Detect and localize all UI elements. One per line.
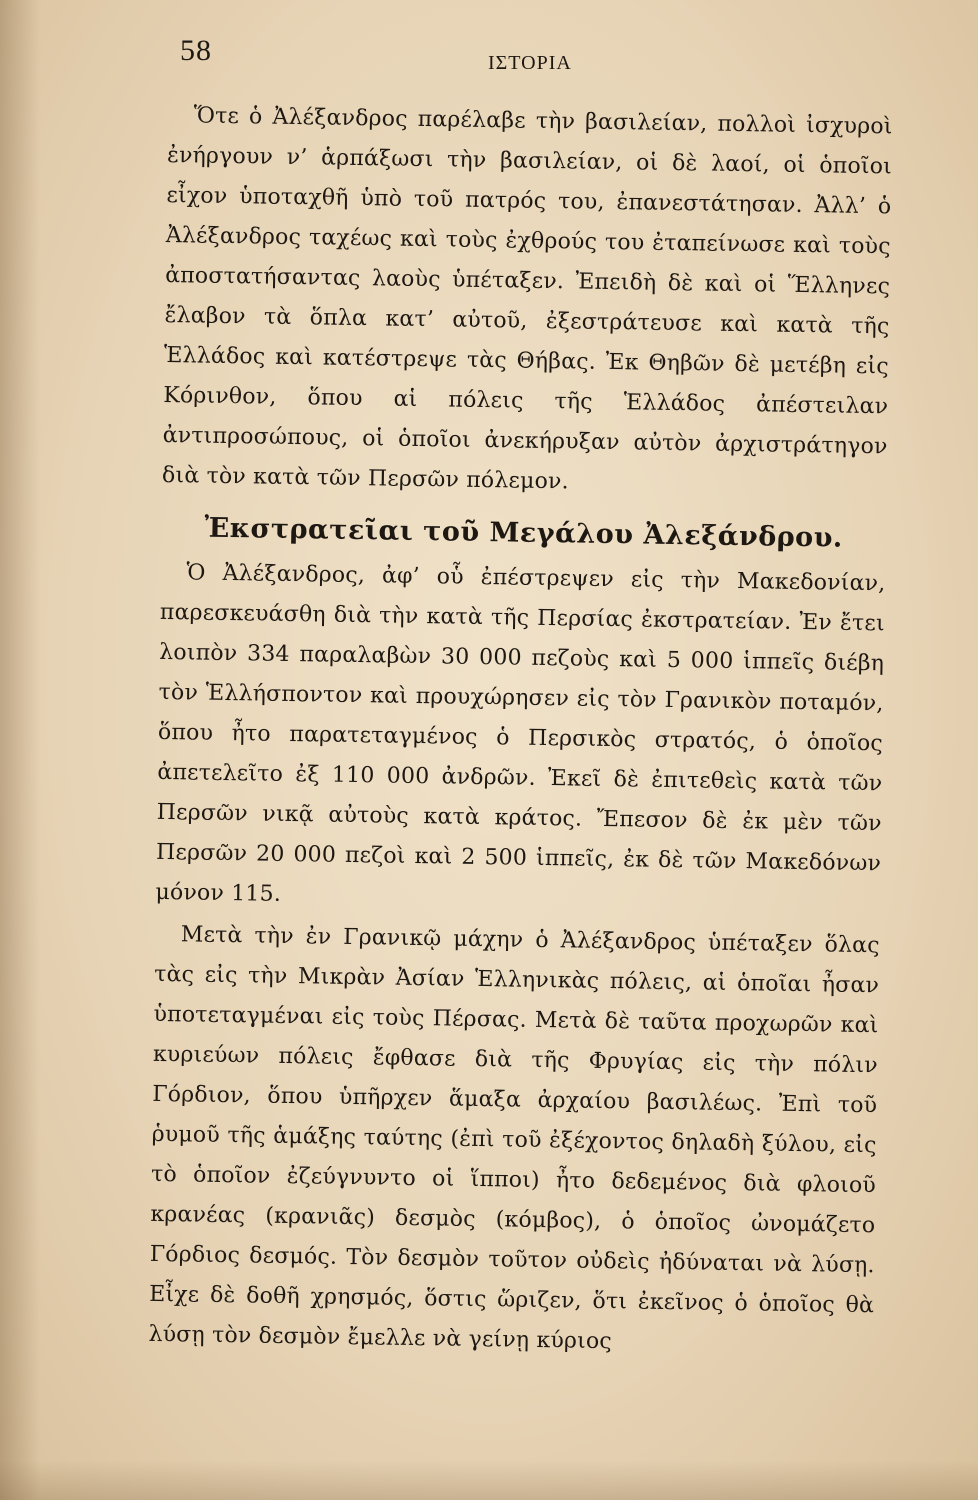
paragraph-3: Μετὰ τὴν ἐν Γρανικῷ μάχην ὁ Ἀλέξανδρος ὑπέταξεν ὅλας τὰς εἰς τὴν Μικρὰν Ἀσίαν Ἑλληνικὰς πόλεις, αἱ ὁποῖαι ἦσαν ὑποτεταγμέναι εἰς τοὺς Πέρσας. Μετὰ δὲ ταῦτα προχωρῶν καὶ κυριεύων πόλεις ἔφθασε διὰ τῆς Φρυγίας εἰς τὴν πόλιν Γόρδιον, ὅπου ὑπῆρχεν ἅμαξα ἀρχαίου βασιλέως. Ἐπὶ τοῦ ῥυμοῦ τῆς ἁμάξης ταύτης (ἐπὶ τοῦ ἐξέχοντος δηλαδὴ ξύλου, εἰς τὸ ὁποῖον ἐζεύγνυντο οἱ ἵπποι) ἦτο δεδεμένος διὰ φλοιοῦ κρανέας (κρανιᾶς) δεσμὸς (κόμβος), ὁ ὁποῖος ὠνομάζετο Γόρδιος δεσμός. Τὸν δεσμὸν τοῦτον οὐδεὶς ἠδύναται νὰ λύσῃ. Εἶχε δὲ δοθῆ χρησμός, ὅστις ὥριζεν, ὅτι ἐκεῖνος ὁ ὁποῖος θὰ λύσῃ τὸν δεσμὸν ἔμελλε νὰ γείνῃ κύριος [148,922,880,1355]
binding-shadow [0,0,40,1500]
running-title: ΙΣΤΟΡΙΑ [488,52,572,74]
paragraph-2: Ὁ Ἀλέξανδρος, ἀφ’ οὗ ἐπέστρεψεν εἰς τὴν Μακεδονίαν, παρεσκευάσθη διὰ τὴν κατὰ τῆς Περσίας ἐκστρατείαν. Ἐν ἔτει λοιπὸν 334 παραλαβὼν 30 000 πεζοὺς καὶ 5 000 ἱππεῖς διέβη τὸν Ἑλλήσποντον καὶ προυχώρησεν εἰς τὸν Γρανικὸν ποταμόν, ὅπου ἦτο παρατεταγμένος ὁ Περσικὸς στρατός, ὁ ὁποῖος ἀπετελεῖτο ἐξ 110 000 ἀνδρῶν. Ἐκεῖ δὲ ἐπιτεθεὶς κατὰ τῶν Περσῶν νικᾷ αὐτοὺς κατὰ κράτος. Ἔπεσον δὲ ἐκ μὲν τῶν Περσῶν 20 000 πεζοὶ καὶ 2 500 ἱππεῖς, ἐκ δὲ τῶν Μακεδόνων μόνον 115. [155,560,886,907]
section-heading: Ἐκστρατεῖαι τοῦ Μεγάλου Ἀλεξάνδρου. [204,512,844,554]
page-number: 58 [180,34,212,67]
paragraph-1: Ὅτε ὁ Ἀλέξανδρος παρέλαβε τὴν βασιλείαν, πολλοὶ ἰσχυροὶ ἐνήργουν ν’ ἁρπάξωσι τὴν βασιλείαν, οἱ δὲ λαοί, οἱ ὁποῖοι εἶχον ὑποταχθῆ ὑπὸ τοῦ πατρός του, ἐπανεστάτησαν. Ἀλλ’ ὁ Ἀλέξανδρος ταχέως καὶ τοὺς ἐχθρούς του ἐταπείνωσε καὶ τοὺς ἀποστατήσαντας λαοὺς ὑπέταξεν. Ἐπειδὴ δὲ καὶ οἱ Ἕλληνες ἔλαβον τὰ ὅπλα κατ’ αὐτοῦ, ἐξεστράτευσε καὶ κατὰ τῆς Ἑλλάδος καὶ κατέστρεψε τὰς Θήβας. Ἐκ Θηβῶν δὲ μετέβη εἰς Κόρινθον, ὅπου αἱ πόλεις τῆς Ἑλλάδος ἀπέστειλαν ἀντιπροσώπους, οἱ ὁποῖοι ἀνεκήρυξαν αὐτὸν ἀρχιστράτηγον διὰ τὸν κατὰ τῶν Περσῶν πόλεμον. [161,103,893,495]
bottom-shadow [0,1460,978,1500]
page-body [148,96,893,1366]
